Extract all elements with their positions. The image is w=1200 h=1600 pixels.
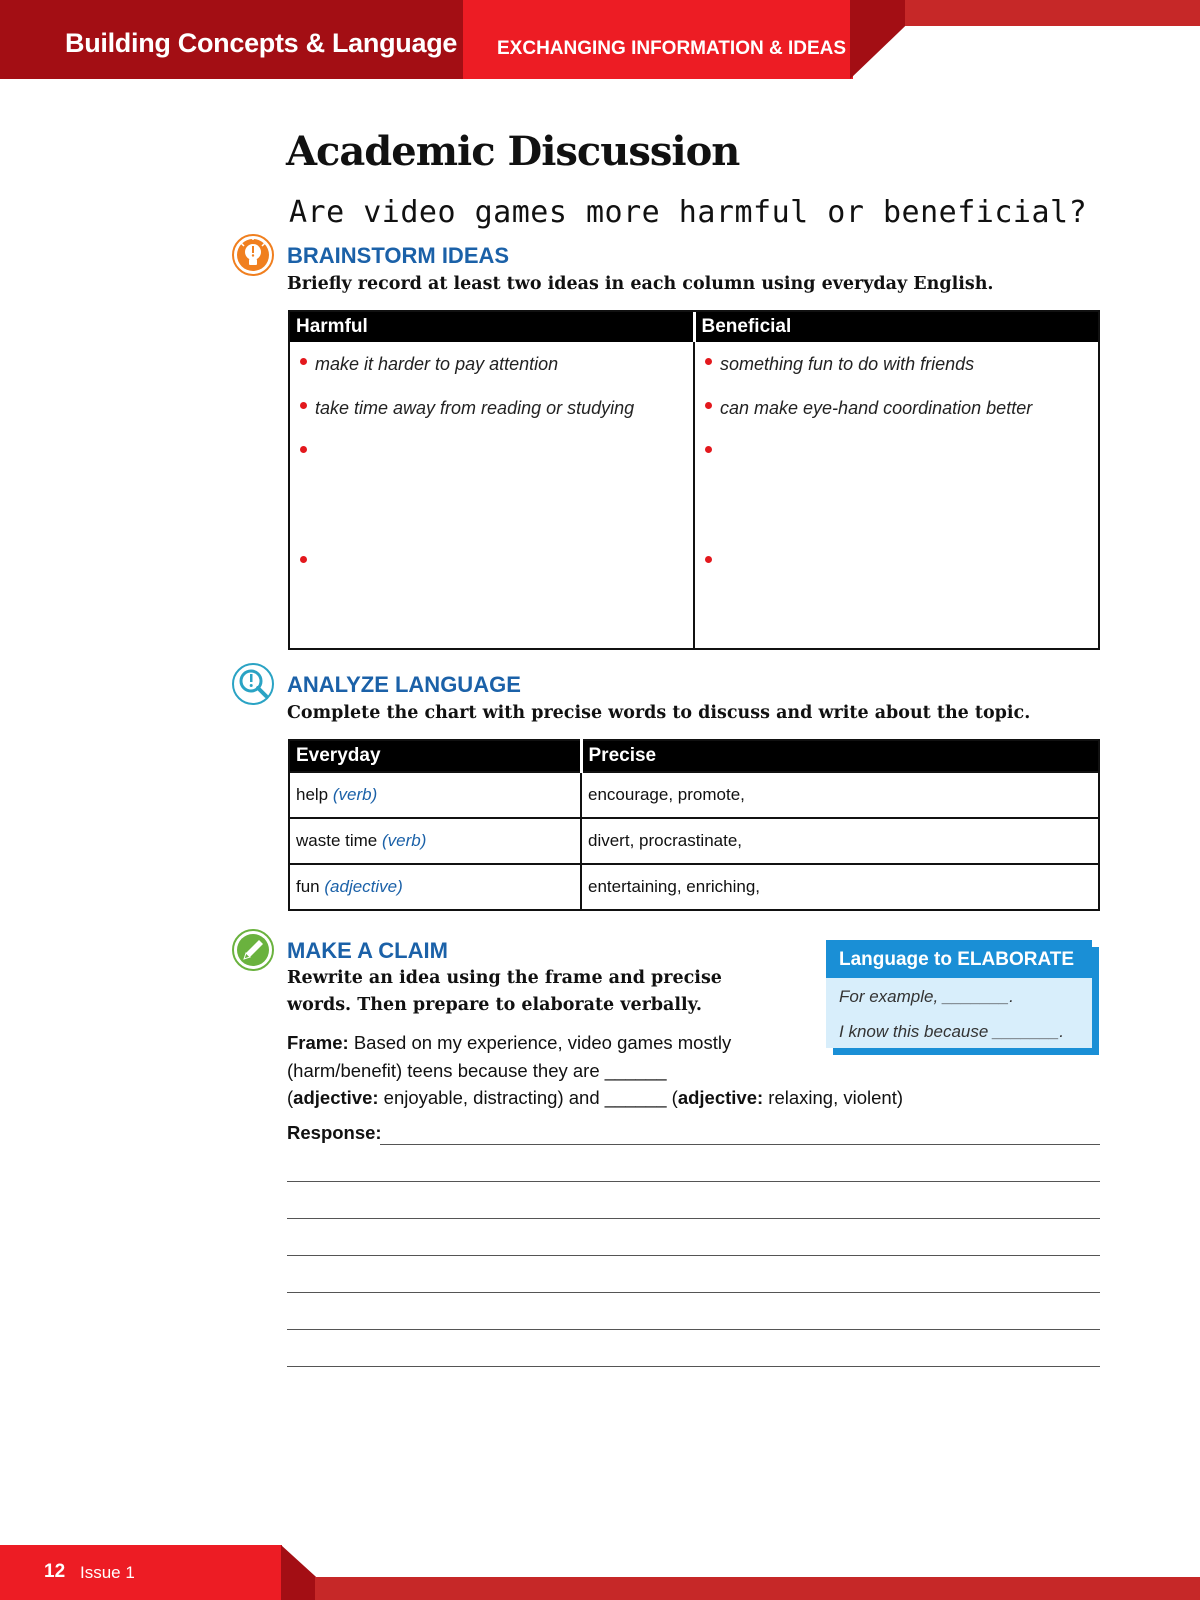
bullet-icon <box>705 556 712 563</box>
response-label: Response: <box>287 1122 382 1143</box>
bullet-icon <box>705 402 712 409</box>
column-header-everyday: Everyday <box>289 740 581 772</box>
bullet-icon <box>300 446 307 453</box>
footer-strip <box>315 1577 1200 1600</box>
list-item: make it harder to pay attention <box>300 354 558 375</box>
everyday-cell: waste time (verb) <box>289 818 581 864</box>
precise-cell[interactable]: encourage, promote, <box>581 772 1099 818</box>
issue-label: Issue 1 <box>80 1563 135 1582</box>
response-line[interactable] <box>287 1292 1100 1293</box>
brainstorm-heading: BRAINSTORM IDEAS <box>287 243 510 268</box>
column-header-harmful: Harmful <box>296 316 368 337</box>
elaborate-heading: Language to ELABORATE <box>826 940 1092 978</box>
response-line[interactable] <box>287 1255 1100 1256</box>
elaborate-line-2: I know this because _______. <box>839 1022 1064 1041</box>
elaborate-line-1: For example, _______. <box>839 987 1014 1006</box>
bullet-icon <box>705 358 712 365</box>
response-line[interactable] <box>287 1181 1100 1182</box>
magnifier-icon <box>231 662 275 706</box>
header-subtitle: EXCHANGING INFORMATION & IDEAS <box>497 38 847 59</box>
header-strip <box>905 0 1200 26</box>
response-line[interactable] <box>380 1144 1100 1145</box>
analyze-heading: ANALYZE LANGUAGE <box>287 672 521 697</box>
claim-instruction-line-2: words. Then prepare to elaborate verbally. <box>287 995 702 1015</box>
footer-band-red <box>0 1545 282 1600</box>
pencil-icon <box>231 928 275 972</box>
sentence-frame: Frame: Based on my experience, video games mostly (harm/benefit) teens because they are ______ (adjective: enjoyable, distracting) and ______ (adjective: relaxing, violent) <box>287 1032 904 1108</box>
response-line[interactable] <box>287 1366 1100 1367</box>
everyday-cell: fun (adjective) <box>289 864 581 910</box>
elaborate-box <box>826 940 1092 1048</box>
response-line[interactable] <box>287 1329 1100 1330</box>
brainstorm-table <box>288 310 1100 650</box>
header-title: Building Concepts & Language <box>65 28 458 58</box>
list-item: something fun to do with friends <box>705 354 974 375</box>
brainstorm-instruction: Briefly record at least two ideas in each column using everyday English. <box>287 274 994 294</box>
bullet-icon <box>705 446 712 453</box>
precise-cell[interactable]: entertaining, enriching, <box>581 864 1099 910</box>
response-line[interactable] <box>287 1218 1100 1219</box>
page-number: 12 <box>44 1561 66 1582</box>
bullet-icon <box>300 556 307 563</box>
table-row <box>289 772 1099 818</box>
column-header-beneficial: Beneficial <box>693 312 1099 342</box>
claim-heading: MAKE A CLAIM <box>287 938 448 963</box>
column-header-precise: Precise <box>581 740 1099 772</box>
everyday-cell: help (verb) <box>289 772 581 818</box>
table-row <box>289 864 1099 910</box>
footer-fold <box>281 1545 316 1600</box>
page-title: Academic Discussion <box>286 128 740 175</box>
claim-instruction-line-1: Rewrite an idea using the frame and precise <box>287 968 722 988</box>
analyze-table-header <box>289 740 1099 772</box>
analyze-instruction: Complete the chart with precise words to discuss and write about the topic. <box>287 703 1031 723</box>
table-row <box>289 818 1099 864</box>
precise-cell[interactable]: divert, procrastinate, <box>581 818 1099 864</box>
discussion-question: Are video games more harmful or beneficial? <box>289 195 1088 230</box>
bullet-icon <box>300 402 307 409</box>
beneficial-column[interactable] <box>693 342 1098 648</box>
analyze-table <box>288 739 1100 911</box>
harmful-column[interactable] <box>290 342 693 648</box>
list-item: take time away from reading or studying <box>300 398 634 419</box>
bullet-icon <box>300 358 307 365</box>
list-item: can make eye-hand coordination better <box>705 398 1032 419</box>
header-fold <box>850 0 906 79</box>
brainstorm-table-header <box>290 312 1098 342</box>
lightbulb-icon <box>231 233 275 277</box>
